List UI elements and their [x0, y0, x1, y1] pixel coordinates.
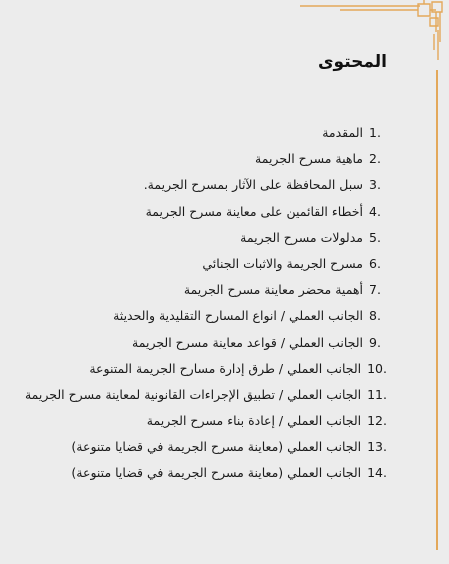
right-border-rule	[436, 70, 438, 550]
page-title: المحتوى	[317, 52, 387, 72]
toc-text: الجانب العملي / تطبيق الإجراءات القانونية لمعاينة مسرح الجريمة	[24, 386, 362, 402]
toc-text: الجانب العملي / إعادة بناء مسرح الجريمة	[146, 413, 362, 429]
toc-number: 2.	[369, 151, 381, 167]
toc-number: 14.	[367, 465, 387, 481]
toc-item	[7, 225, 387, 251]
toc-item	[7, 330, 387, 356]
toc-text: الجانب العملي / قواعد معاينة مسرح الجريمة	[132, 334, 363, 350]
table-of-contents	[7, 120, 387, 487]
toc-item	[7, 356, 387, 382]
toc-text: الجانب العملي (معاينة مسرح الجريمة في قضايا متنوعة)	[71, 465, 362, 481]
toc-text: الجانب العملي (معاينة مسرح الجريمة في قضايا متنوعة)	[71, 439, 362, 455]
toc-text: ماهية مسرح الجريمة	[255, 151, 363, 167]
corner-ornament-icon	[0, 0, 449, 60]
toc-text: مدلولات مسرح الجريمة	[240, 229, 363, 245]
toc-text: مسرح الجريمة والاثبات الجنائي	[202, 255, 363, 271]
toc-item	[7, 251, 387, 277]
toc-text: أهمية محضر معاينة مسرح الجريمة	[183, 282, 363, 298]
toc-number: 11.	[367, 386, 387, 402]
toc-item	[7, 460, 387, 486]
toc-number: 13.	[367, 439, 387, 455]
toc-item	[7, 277, 387, 303]
toc-number: 4.	[369, 203, 381, 219]
toc-number: 7.	[369, 282, 381, 298]
toc-text: الجانب العملي / طرق إدارة مسارح الجريمة المتنوعة	[89, 360, 362, 376]
toc-item	[7, 434, 387, 460]
toc-number: 1.	[369, 125, 381, 140]
toc-item	[7, 199, 387, 225]
toc-number: 5.	[369, 229, 381, 245]
toc-text: المقدمة	[322, 125, 363, 140]
toc-number: 3.	[369, 177, 381, 193]
toc-number: 9.	[369, 334, 381, 350]
toc-number: 8.	[369, 308, 381, 324]
toc-item	[7, 382, 387, 408]
toc-number: 6.	[369, 255, 381, 271]
toc-item	[7, 120, 387, 146]
toc-text: سبل المحافظة على الآثار بمسرح الجريمة.	[143, 177, 363, 193]
toc-text: أخطاء القائمين على معاينة مسرح الجريمة	[145, 203, 363, 219]
toc-text: الجانب العملي / انواع المسارح التقليدية والحديثة	[113, 308, 363, 324]
toc-number: 10.	[367, 360, 387, 376]
toc-number: 12.	[367, 413, 387, 429]
toc-item	[7, 146, 387, 172]
toc-item	[7, 172, 387, 198]
toc-item	[7, 408, 387, 434]
toc-item	[7, 303, 387, 329]
